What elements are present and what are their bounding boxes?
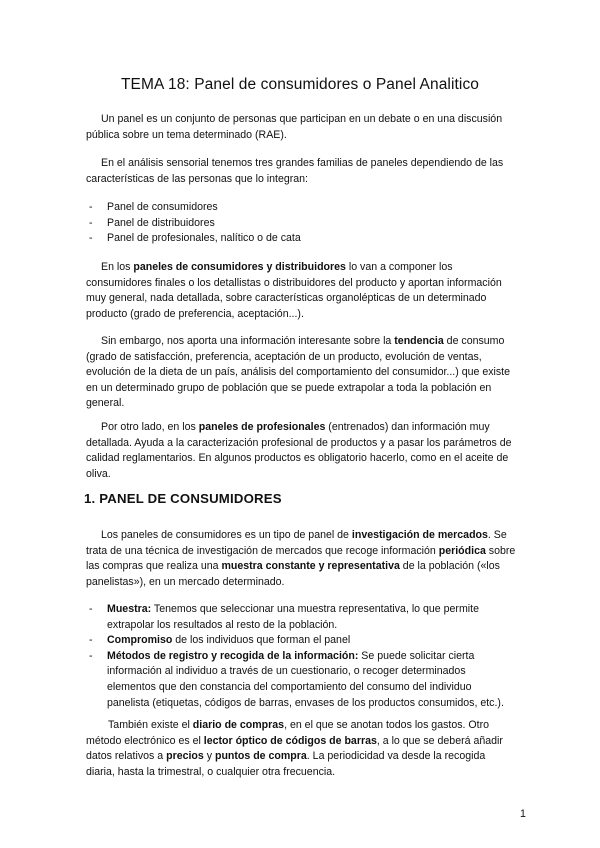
list-item [86,200,516,216]
list-item: - Métodos de registro y recogida de la información: Se puede solicitar cierta información al individuo a través de un cuestionario, o recoger determinados elementos que den constancia del comportamiento del consumo del individuo panelista (etiquetas, códigos de barras, envases de los productos consumidos, etc.). [89,649,504,709]
bold-term: diario de compras [192,719,285,731]
list-item: - Compromiso de los individuos que forman el panel [86,633,516,649]
bold-term: periódica [438,544,486,557]
list-item-text: Panel de consumidores [107,201,218,213]
bold-term: Muestra: [107,603,152,615]
bold-term: Métodos de registro y recogida de la información: [107,649,359,662]
bold-term: paneles de profesionales [198,421,326,433]
list-item-text: Panel de profesionales, nalítico o de cata [107,232,301,245]
bold-term: precios [166,750,204,763]
paragraph-professionals: Por otro lado, en los paneles de profesionales (entrenados) dan información muy detallada. Ayuda a la caracterización profesional de productos y a pasar los parámetros de calidad reglamentarios. En algunos productos es obligatorio hacerlo, como en el aceite de oliva. [86,421,512,480]
panel-characteristics-list [86,602,516,711]
paragraph-consumer-distributor: En los paneles de consumidores y distribuidores lo van a componer los consumidores finales o los detallistas o distribuidores del producto y aportan información muy general, nada detallada, sobre características organolépticas de un determinado producto (grado de preferencia, aceptación...). [86,261,502,320]
paragraph-consumer-panels: Los paneles de consumidores es un tipo de panel de investigación de mercados. Se trata de una técnica de investigación de mercados que recoge información periódica sobre las compras que realiza una muestra constante y representativa de la población («los panelistas»), en un mercado determinado. [86,529,516,588]
list-item [86,231,516,247]
bold-term: paneles de consumidores y distribuidores [133,261,346,273]
paragraph-families: En el análisis sensorial tenemos tres grandes familias de paneles dependiendo de las características de las personas que lo integran: [86,157,504,185]
paragraph-tendencia: Sin embargo, nos aporta una información interesante sobre la tendencia de consumo (grado de satisfacción, preferencia, aceptación de un producto, evolución de ventas, evolución de la dieta de un país, análisis del comportamiento del consumidor...) que existe en un determinado grupo de población que se puede extrapolar a toda la población en general. [86,335,510,410]
bold-term: investigación de mercados [351,529,488,541]
dash-bullet: - [89,603,93,615]
list-item [86,216,516,232]
dash-bullet: - [89,216,93,229]
paragraph-definition: Un panel es un conjunto de personas que participan en un debate o en una discusión pública sobre un tema determinado (RAE). [86,113,503,141]
paragraph-registro: También existe el diario de compras, en el que se anotan todos los gastos. Otro método electrónico es el lector óptico de códigos de barras, a lo que se deberá añadir datos relativos a precios y puntos de compra. La periodicidad va desde la recogida diaria, hasta la trimestral, o cualquier otra frecuencia. [86,719,503,778]
panel-types-list [86,200,516,247]
list-item: - Muestra: Tenemos que seleccionar una muestra representativa, lo que permite extrapolar los resultados al resto de la población. [89,603,479,631]
page-number: 1 [520,808,526,820]
dash-bullet: - [89,201,93,213]
list-item-text: Panel de distribuidores [107,216,215,229]
page-title: TEMA 18: Panel de consumidores o Panel Analitico [120,76,480,93]
bold-term: tendencia [394,335,444,347]
bold-term: Compromiso [107,634,173,647]
section-heading: 1. PANEL DE CONSUMIDORES [84,491,282,506]
bold-term: lector óptico de códigos de barras [203,734,377,747]
bold-term: muestra constante y representativa [221,560,400,573]
bold-term: puntos de compra [214,750,307,763]
dash-bullet: - [89,634,93,647]
dash-bullet: - [89,232,93,245]
dash-bullet: - [89,649,93,662]
